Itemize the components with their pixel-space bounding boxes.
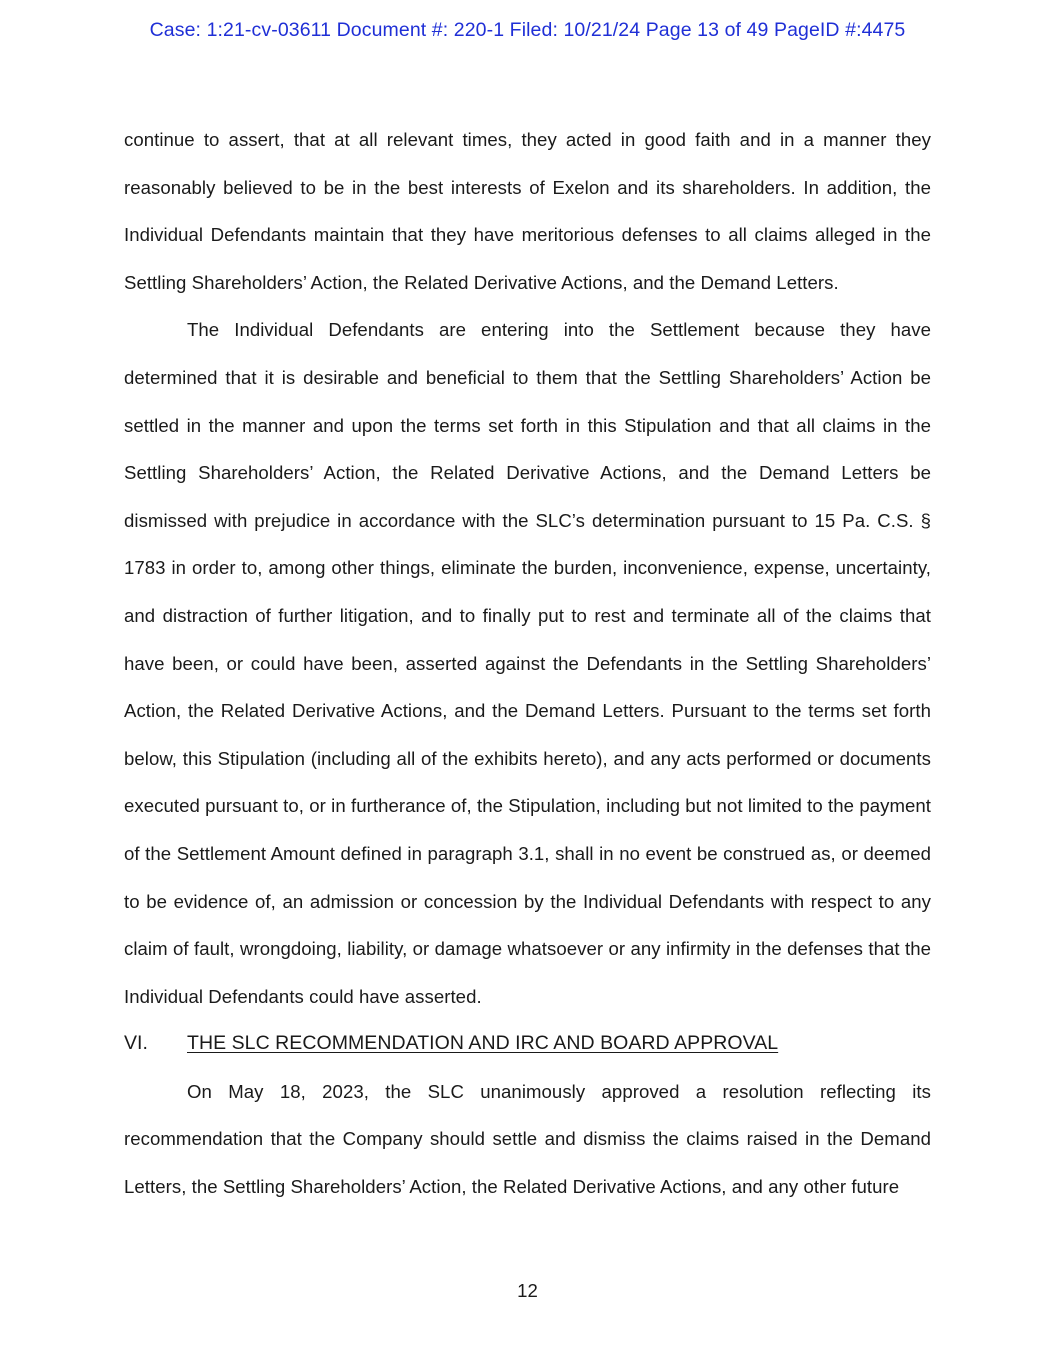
paragraph-settlement-reasons: The Individual Defendants are entering into the Settlement because they have determined that it is desirable and beneficial to them that the Settling Shareholders’ Action be settled in the manner and upon the terms set forth in this Stipulation and that all claims in the Settling Shareholders’ Action, the Related Derivative Actions, and the Demand Letters be dismissed with prejudice in accordance with the SLC’s determination pursuant to 15 Pa. C.S. § 1783 in order to, among other things, eliminate the burden, inconvenience, expense, uncertainty, and distraction of further litigation, and to finally put to rest and terminate all of the claims that have been, or could have been, asserted against the Defendants in the Settling Shareholders’ Action, the Related Derivative Actions, and the Demand Letters. Pursuant to the terms set forth below, this Stipulation (including all of the exhibits hereto), and any acts performed or documents executed pursuant to, or in furtherance of, the Stipulation, including but not limited to the payment of the Settlement Amount defined in paragraph 3.1, shall in no event be construed as, or deemed to be evidence of, an admission or concession by the Individual Defendants with respect to any claim of fault, wrongdoing, liability, or damage whatsoever or any infirmity in the defenses that the Individual Defendants could have asserted. (124, 319, 931, 1007)
section-heading (124, 1020, 931, 1068)
section-number: VI. (124, 1032, 148, 1055)
page-number: 12 (517, 1280, 538, 1301)
paragraph-continued: continue to assert, that at all relevant times, they acted in good faith and in a manner they reasonably believed to be in the best interests of Exelon and its shareholders. In addition, the Individual Defendants maintain that they have meritorious defenses to all claims alleged in the Settling Shareholders’ Action, the Related Derivative Actions, and the Demand Letters. (124, 129, 931, 293)
paragraph-slc-approval: On May 18, 2023, the SLC unanimously approved a resolution reflecting its recommendation that the Company should settle and dismiss the claims raised in the Demand Letters, the Settling Shareholders’ Action, the Related Derivative Actions, and any other future (124, 1080, 931, 1198)
section-title: THE SLC RECOMMENDATION AND IRC AND BOARD APPROVAL (187, 1032, 779, 1055)
case-filing-header: Case: 1:21-cv-03611 Document #: 220-1 Filed: 10/21/24 Page 13 of 49 PageID #:4475 (149, 19, 906, 41)
document-body (124, 116, 931, 1211)
